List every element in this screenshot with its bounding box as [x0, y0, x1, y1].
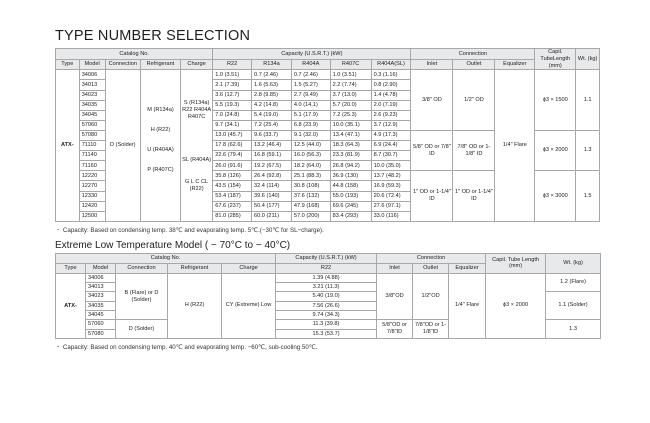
charge-s: S (R134a) R22 R404A R407C: [180, 90, 212, 130]
cap-r134a: 5.4 (19.0): [252, 110, 292, 120]
cap-r404a: 9.1 (32.0): [291, 130, 330, 140]
refrigerant-header: Refrigerant: [168, 263, 222, 273]
refrigerant-p: P (R407C): [141, 161, 181, 181]
group1-wt: 1.1: [576, 70, 600, 131]
table-row: [56, 70, 600, 80]
model-cell: 34045: [86, 310, 116, 319]
r22-header: R22: [213, 59, 252, 70]
group1-inlet: 3/8" OD: [411, 70, 453, 131]
refrigerant-header: Refrigerant: [141, 59, 181, 70]
outlet-header: Outlet: [413, 263, 449, 273]
cap-r407c: 36.9 (130): [330, 171, 371, 181]
cap-r22: 43.5 (154): [213, 181, 252, 191]
capacity-header: Capacity (U.S.R.T.) (kW): [213, 49, 411, 60]
cap-r404a: 25.1 (88.3): [291, 171, 330, 181]
refrigerant-spacer-bottom: [141, 181, 181, 221]
catalog-header: Catalog No.: [56, 253, 276, 263]
cap-r22: 13.0 (45.7): [213, 130, 252, 140]
charge-glc: G L C CL (R22): [180, 171, 212, 201]
extreme-low-temp-table: [55, 253, 601, 339]
cap-r134a: 13.2 (46.4): [252, 141, 292, 151]
refrigerant-cell: H (R22): [168, 273, 222, 338]
connection-col-header: Connection: [105, 59, 141, 70]
extreme-low-temp-title: Extreme Low Temperature Model ( − 70°C to − 40°C): [55, 239, 291, 251]
cap-r22: 2.1 (7.39): [213, 80, 252, 90]
cap-r404as: 10.0 (35.0): [371, 161, 411, 171]
model-cell: 34006: [86, 273, 116, 282]
connection-cell: D (Solder): [105, 70, 141, 221]
r134a-header: R134a: [252, 59, 292, 70]
model-cell: 12420: [79, 201, 105, 211]
group1-capil: ϕ3 × 1500: [535, 70, 576, 131]
lower-outlet: 7/8"OD or 1-1/8"ID: [413, 320, 449, 339]
cap-r404a: 47.9 (168): [291, 201, 330, 211]
connection-upper: B (Flare) or D (Solder): [116, 273, 168, 319]
cap-r404as: 13.7 (48.2): [371, 171, 411, 181]
outlet-header: Outlet: [453, 59, 495, 70]
type-cell: ATX-: [56, 70, 80, 221]
charge-header: Charge: [222, 263, 276, 273]
upper-inlet: 3/8"OD: [377, 273, 413, 319]
cap-r22: 22.6 (79.4): [213, 151, 252, 161]
charge-spacer-mid: [180, 130, 212, 150]
cap-r404a: 12.5 (44.0): [291, 141, 330, 151]
group2-inlet: 5/8" OD or 7/8" ID: [411, 130, 453, 170]
charge-sl: SL (R404A): [180, 151, 212, 171]
cap-r407c: 26.8 (94.2): [330, 161, 371, 171]
equalizer-header: Equalizer: [449, 263, 486, 273]
group1-outlet: 1/2" OD: [453, 70, 495, 131]
cap-r407c: 10.0 (35.1): [330, 120, 371, 130]
cap-r404a: 37.6 (132): [291, 191, 330, 201]
table-row: [56, 273, 601, 282]
model-cell: 71140: [79, 151, 105, 161]
capil-header: Capil. Tube Length (mm): [486, 253, 546, 273]
type-header: Type: [56, 263, 86, 273]
r22-header: R22: [276, 263, 377, 273]
model-cell: 34013: [79, 80, 105, 90]
cap-r22: 3.21 (11.3): [276, 283, 377, 292]
cap-r404as: 2.6 (9.23): [371, 110, 411, 120]
cap-r22: 3.6 (12.7): [213, 90, 252, 100]
type-number-table: [55, 48, 600, 222]
model-cell: 71160: [79, 161, 105, 171]
group2-outlet: 7/8" OD or 1-1/8" ID: [453, 130, 495, 170]
cap-r404as: 8.7 (30.7): [371, 151, 411, 161]
cap-r134a: 1.6 (5.63): [252, 80, 292, 90]
cap-r407c: 5.7 (20.0): [330, 100, 371, 110]
model-cell: 57080: [86, 329, 116, 338]
type-number-selection-title: TYPE NUMBER SELECTION: [55, 28, 251, 44]
model-cell: 57080: [79, 130, 105, 140]
cap-r404as: 16.9 (59.3): [371, 181, 411, 191]
cap-r22: 7.0 (24.8): [213, 110, 252, 120]
cap-r404a: 1.5 (5.27): [291, 80, 330, 90]
cap-r407c: 18.3 (64.3): [330, 141, 371, 151]
equalizer-cell: 1/4" Flare: [449, 273, 486, 338]
wt-solder: 1.1 (Solder): [546, 292, 601, 320]
type-cell: ATX-: [56, 273, 86, 338]
cap-r22: 53.4 (187): [213, 191, 252, 201]
cap-r404a: 30.8 (108): [291, 181, 330, 191]
cap-r404as: 33.0 (116): [371, 211, 411, 221]
charge-header: Charge: [180, 59, 212, 70]
cap-r134a: 16.8 (59.1): [252, 151, 292, 161]
header-row-2: [56, 59, 600, 70]
cap-r22: 35.8 (126): [213, 171, 252, 181]
table1-note: ・ Capacity: Based on condensing temp. 38℃ and evaporating temp. 5℃.(−30℃ for SL−charge).: [55, 226, 324, 234]
refrigerant-h: H (R22): [141, 120, 181, 140]
cap-r22: 5.5 (19.3): [213, 100, 252, 110]
wt-flare: 1.2 (Flare): [546, 273, 601, 292]
cap-r404as: 1.4 (4.78): [371, 90, 411, 100]
cap-r22: 15.3 (53.7): [276, 329, 377, 338]
connection-col-header: Connection: [116, 263, 168, 273]
cap-r404a: 16.0 (56.3): [291, 151, 330, 161]
header-row-1: [56, 253, 601, 263]
cap-r404as: 0.8 (2.90): [371, 80, 411, 90]
model-cell: 71110: [79, 141, 105, 151]
capil-cell: ϕ3 × 2000: [486, 273, 546, 338]
cap-r22: 7.56 (26.6): [276, 301, 377, 310]
cap-r134a: 4.2 (14.8): [252, 100, 292, 110]
cap-r404a: 18.2 (64.0): [291, 161, 330, 171]
group3-inlet: 1" OD or 1-1/4" ID: [411, 171, 453, 221]
charge-spacer-top: [180, 70, 212, 90]
model-cell: 34006: [79, 70, 105, 80]
cap-r404as: 4.9 (17.3): [371, 130, 411, 140]
cap-r404a: 6.8 (23.9): [291, 120, 330, 130]
cap-r134a: 19.2 (67.5): [252, 161, 292, 171]
equalizer-header: Equalizer: [495, 59, 535, 70]
cap-r407c: 1.0 (3.51): [330, 70, 371, 80]
cap-r404a: 57.0 (200): [291, 211, 330, 221]
model-header: Model: [79, 59, 105, 70]
cap-r407c: 13.4 (47.1): [330, 130, 371, 140]
connection-header: Connection: [411, 49, 535, 60]
model-cell: 34045: [79, 110, 105, 120]
cap-r407c: 7.2 (25.3): [330, 110, 371, 120]
model-cell: 34023: [86, 292, 116, 301]
inlet-header: Inlet: [377, 263, 413, 273]
cap-r22: 5.40 (19.0): [276, 292, 377, 301]
model-cell: 12330: [79, 191, 105, 201]
wt-header: Wt. (kg): [576, 49, 600, 70]
wt-header: Wt. (kg): [546, 253, 601, 273]
group3-outlet: 1" OD or 1-1/4" ID: [453, 171, 495, 221]
cap-r134a: 50.4 (177): [252, 201, 292, 211]
capacity-header: Capacity (U.S.R.T.) (kW): [276, 253, 377, 263]
cap-r22: 17.8 (62.6): [213, 141, 252, 151]
cap-r404as: 27.6 (97.1): [371, 201, 411, 211]
equalizer-cell: 1/4" Flare: [495, 70, 535, 221]
type-header: Type: [56, 59, 80, 70]
model-cell: 34023: [79, 90, 105, 100]
table2-note: ・ Capacity: Based on condensing temp. 40℃ and evaporating temp. −60℃, sub-cooling 50℃.: [55, 343, 318, 351]
cap-r134a: 32.4 (114): [252, 181, 292, 191]
model-header: Model: [86, 263, 116, 273]
r404a-header: R404A: [291, 59, 330, 70]
r404as-header: R404A(SL): [371, 59, 411, 70]
cap-r22: 9.7 (34.1): [213, 120, 252, 130]
page: [55, 28, 600, 351]
cap-r407c: 69.6 (245): [330, 201, 371, 211]
cap-r404a: 4.0 (14.1): [291, 100, 330, 110]
cap-r404a: 0.7 (2.46): [291, 70, 330, 80]
cap-r22: 1.0 (3.51): [213, 70, 252, 80]
model-cell: 34013: [86, 283, 116, 292]
model-cell: 57060: [79, 120, 105, 130]
cap-r407c: 23.3 (81.9): [330, 151, 371, 161]
inlet-header: Inlet: [411, 59, 453, 70]
cap-r404as: 3.7 (12.9): [371, 120, 411, 130]
refrigerant-u: U (R404A): [141, 141, 181, 161]
cap-r134a: 60.0 (211): [252, 211, 292, 221]
connection-lower: D (Solder): [116, 320, 168, 339]
cap-r134a: 9.6 (33.7): [252, 130, 292, 140]
model-cell: 12270: [79, 181, 105, 191]
cap-r22: 67.6 (237): [213, 201, 252, 211]
catalog-header: Catalog No.: [56, 49, 213, 60]
cap-r407c: 2.2 (7.74): [330, 80, 371, 90]
cap-r22: 26.0 (91.6): [213, 161, 252, 171]
charge-spacer-bottom: [180, 201, 212, 221]
group3-wt: 1.5: [576, 171, 600, 221]
upper-outlet: 1/2"OD: [413, 273, 449, 319]
header-row-1: [56, 49, 600, 60]
refrigerant-spacer-top: [141, 70, 181, 100]
connection-header: Connection: [377, 253, 486, 263]
cap-r134a: 0.7 (2.46): [252, 70, 292, 80]
cap-r134a: 26.4 (92.8): [252, 171, 292, 181]
cap-r407c: 3.7 (13.0): [330, 90, 371, 100]
cap-r404as: 20.6 (72.4): [371, 191, 411, 201]
cap-r134a: 2.8 (9.85): [252, 90, 292, 100]
wt-lower: 1.3: [546, 320, 601, 339]
cap-r404a: 2.7 (9.49): [291, 90, 330, 100]
model-cell: 12220: [79, 171, 105, 181]
r407c-header: R407C: [330, 59, 371, 70]
cap-r22: 1.39 (4.88): [276, 273, 377, 282]
refrigerant-m: M (R134a): [141, 100, 181, 120]
cap-r404a: 5.1 (17.9): [291, 110, 330, 120]
cap-r407c: 83.4 (293): [330, 211, 371, 221]
model-cell: 12500: [79, 211, 105, 221]
group2-wt: 1.3: [576, 130, 600, 170]
charge-cell: CY (Extreme) Low: [222, 273, 276, 338]
model-cell: 34035: [79, 100, 105, 110]
lower-inlet: 5/8"OD or 7/8"ID: [377, 320, 413, 339]
group2-capil: ϕ3 × 2000: [535, 130, 576, 170]
group3-capil: ϕ3 × 3000: [535, 171, 576, 221]
capil-header: Capil. TubeLength (mm): [535, 49, 576, 70]
cap-r404as: 6.9 (24.4): [371, 141, 411, 151]
cap-r407c: 44.8 (158): [330, 181, 371, 191]
cap-r404as: 0.3 (1.16): [371, 70, 411, 80]
cap-r407c: 55.0 (193): [330, 191, 371, 201]
cap-r404as: 2.0 (7.19): [371, 100, 411, 110]
model-cell: 34035: [86, 301, 116, 310]
cap-r22: 81.0 (285): [213, 211, 252, 221]
cap-r134a: 39.6 (140): [252, 191, 292, 201]
cap-r22: 11.3 (39.8): [276, 320, 377, 329]
cap-r22: 9.74 (34.3): [276, 310, 377, 319]
cap-r134a: 7.2 (25.4): [252, 120, 292, 130]
model-cell: 57060: [86, 320, 116, 329]
